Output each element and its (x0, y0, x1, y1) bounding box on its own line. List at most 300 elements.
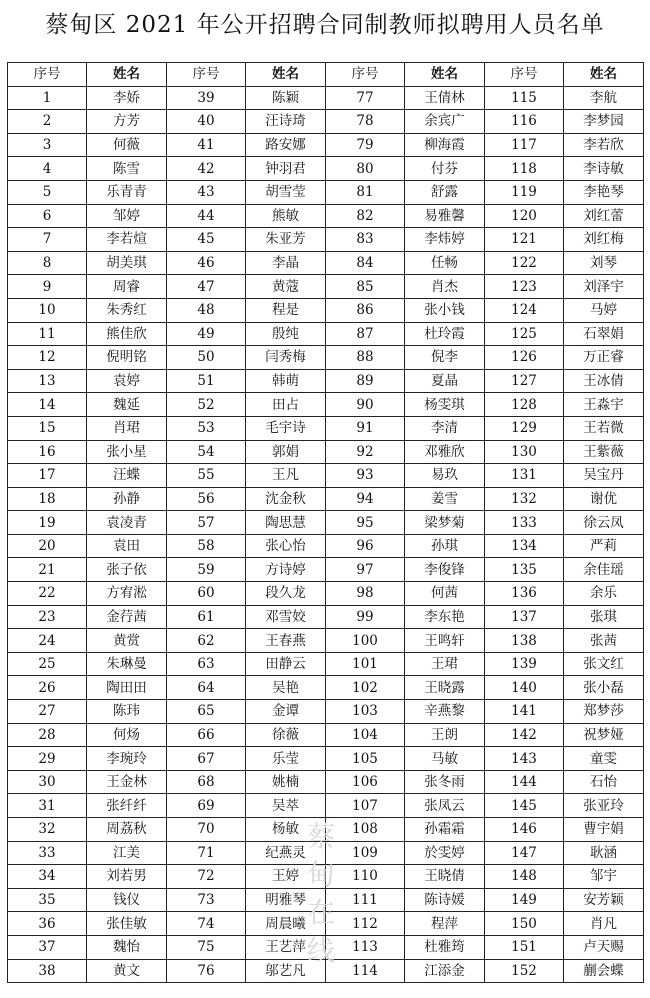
row-number-cell: 28 (8, 723, 87, 747)
row-number-cell: 135 (485, 558, 564, 582)
person-name-cell: 江美 (87, 841, 167, 865)
row-number-cell: 95 (326, 511, 405, 535)
table-row (8, 180, 644, 204)
row-number-cell: 11 (8, 322, 87, 346)
person-name-cell: 张小星 (87, 440, 167, 464)
person-name-cell: 程萍 (405, 912, 485, 936)
row-number-cell: 58 (167, 534, 246, 558)
row-number-cell: 101 (326, 652, 405, 676)
row-number-cell: 144 (485, 770, 564, 794)
row-number-cell: 114 (326, 959, 405, 983)
row-number-cell: 98 (326, 582, 405, 606)
person-name-cell: 卢天赐 (564, 935, 644, 959)
row-number-cell: 106 (326, 770, 405, 794)
row-number-cell: 15 (8, 416, 87, 440)
person-name-cell: 孙静 (87, 487, 167, 511)
table-row (8, 464, 644, 488)
person-name-cell: 方诗婷 (246, 558, 326, 582)
person-name-cell: 郑梦莎 (564, 700, 644, 724)
table-row (8, 912, 644, 936)
row-number-cell: 126 (485, 346, 564, 370)
row-number-cell: 39 (167, 86, 246, 110)
row-number-cell: 84 (326, 251, 405, 275)
person-name-cell: 刘红梅 (564, 228, 644, 252)
person-name-cell: 易玖 (405, 464, 485, 488)
table-row (8, 959, 644, 983)
row-number-cell: 109 (326, 841, 405, 865)
person-name-cell: 石翠娟 (564, 322, 644, 346)
table-row (8, 369, 644, 393)
row-number-cell: 146 (485, 818, 564, 842)
person-name-cell: 钱仪 (87, 888, 167, 912)
row-number-cell: 149 (485, 888, 564, 912)
table-row (8, 794, 644, 818)
person-name-cell: 姚楠 (246, 770, 326, 794)
person-name-cell: 王晓倩 (405, 865, 485, 889)
row-number-cell: 75 (167, 935, 246, 959)
person-name-cell: 李炜婷 (405, 228, 485, 252)
person-name-cell: 夏晶 (405, 369, 485, 393)
row-number-cell: 22 (8, 582, 87, 606)
row-number-cell: 31 (8, 794, 87, 818)
person-name-cell: 舒露 (405, 180, 485, 204)
person-name-cell: 任畅 (405, 251, 485, 275)
person-name-cell: 马敏 (405, 747, 485, 771)
person-name-cell: 刘红蕾 (564, 204, 644, 228)
person-name-cell: 吴萃 (246, 794, 326, 818)
person-name-cell: 周荔秋 (87, 818, 167, 842)
person-name-cell: 王婷 (246, 865, 326, 889)
row-number-cell: 59 (167, 558, 246, 582)
row-number-cell: 51 (167, 369, 246, 393)
row-number-cell: 3 (8, 133, 87, 157)
person-name-cell: 王若微 (564, 416, 644, 440)
person-name-cell: 熊佳欣 (87, 322, 167, 346)
table-row (8, 346, 644, 370)
person-name-cell: 张亚玲 (564, 794, 644, 818)
person-name-cell: 邓雪姣 (246, 605, 326, 629)
table-row (8, 629, 644, 653)
person-name-cell: 杜玲霞 (405, 322, 485, 346)
table-row (8, 157, 644, 181)
person-name-cell: 陈雪 (87, 157, 167, 181)
row-number-cell: 119 (485, 180, 564, 204)
person-name-cell: 孙琪 (405, 534, 485, 558)
person-name-cell: 袁田 (87, 534, 167, 558)
row-number-cell: 46 (167, 251, 246, 275)
person-name-cell: 张文红 (564, 652, 644, 676)
person-name-cell: 王倩林 (405, 86, 485, 110)
roster-table (7, 62, 644, 983)
table-row (8, 110, 644, 134)
row-number-cell: 138 (485, 629, 564, 653)
person-name-cell: 谢优 (564, 487, 644, 511)
table-row (8, 558, 644, 582)
person-name-cell: 李东艳 (405, 605, 485, 629)
row-number-cell: 143 (485, 747, 564, 771)
person-name-cell: 李琬玲 (87, 747, 167, 771)
row-number-cell: 151 (485, 935, 564, 959)
person-name-cell: 毛宇诗 (246, 416, 326, 440)
person-name-cell: 杜雅筠 (405, 935, 485, 959)
row-number-cell: 141 (485, 700, 564, 724)
person-name-cell: 王晓露 (405, 676, 485, 700)
row-number-cell: 100 (326, 629, 405, 653)
person-name-cell: 余宾广 (405, 110, 485, 134)
person-name-cell: 刘琴 (564, 251, 644, 275)
row-number-cell: 66 (167, 723, 246, 747)
watermark: 蔡甸在线 (306, 820, 335, 967)
person-name-cell: 郭娟 (246, 440, 326, 464)
person-name-cell: 张小钱 (405, 298, 485, 322)
person-name-cell: 李娇 (87, 86, 167, 110)
row-number-cell: 79 (326, 133, 405, 157)
row-number-cell: 131 (485, 464, 564, 488)
row-number-cell: 113 (326, 935, 405, 959)
person-name-cell: 肖凡 (564, 912, 644, 936)
person-name-cell: 余乐 (564, 582, 644, 606)
table-row (8, 416, 644, 440)
person-name-cell: 李航 (564, 86, 644, 110)
row-number-cell: 82 (326, 204, 405, 228)
person-name-cell: 於雯婷 (405, 841, 485, 865)
row-number-cell: 34 (8, 865, 87, 889)
table-row (8, 865, 644, 889)
row-number-cell: 10 (8, 298, 87, 322)
row-number-cell: 42 (167, 157, 246, 181)
person-name-cell: 柳海霞 (405, 133, 485, 157)
row-number-cell: 85 (326, 275, 405, 299)
person-name-cell: 李晶 (246, 251, 326, 275)
row-number-cell: 49 (167, 322, 246, 346)
table-row (8, 818, 644, 842)
row-number-cell: 21 (8, 558, 87, 582)
row-number-cell: 13 (8, 369, 87, 393)
person-name-cell: 汪诗琦 (246, 110, 326, 134)
row-number-cell: 36 (8, 912, 87, 936)
person-name-cell: 孙霜霜 (405, 818, 485, 842)
row-number-cell: 77 (326, 86, 405, 110)
row-number-cell: 127 (485, 369, 564, 393)
table-row (8, 511, 644, 535)
person-name-cell: 朱琳曼 (87, 652, 167, 676)
table-row (8, 393, 644, 417)
row-number-cell: 108 (326, 818, 405, 842)
table-row (8, 935, 644, 959)
person-name-cell: 付芬 (405, 157, 485, 181)
person-name-cell: 熊敏 (246, 204, 326, 228)
person-name-cell: 胡美琪 (87, 251, 167, 275)
person-name-cell: 徐云凤 (564, 511, 644, 535)
row-number-cell: 142 (485, 723, 564, 747)
row-number-cell: 16 (8, 440, 87, 464)
person-name-cell: 王紫薇 (564, 440, 644, 464)
row-number-cell: 72 (167, 865, 246, 889)
row-number-cell: 69 (167, 794, 246, 818)
table-row (8, 298, 644, 322)
row-number-cell: 20 (8, 534, 87, 558)
row-number-cell: 124 (485, 298, 564, 322)
person-name-cell: 杨雯琪 (405, 393, 485, 417)
person-name-cell: 耿涵 (564, 841, 644, 865)
person-name-cell: 张佳敏 (87, 912, 167, 936)
person-name-cell: 黄蔻 (246, 275, 326, 299)
person-name-cell: 殷纯 (246, 322, 326, 346)
row-number-cell: 130 (485, 440, 564, 464)
row-number-cell: 18 (8, 487, 87, 511)
header-name: 姓名 (564, 63, 644, 87)
row-number-cell: 86 (326, 298, 405, 322)
row-number-cell: 64 (167, 676, 246, 700)
table-row (8, 770, 644, 794)
person-name-cell: 纪燕灵 (246, 841, 326, 865)
row-number-cell: 5 (8, 180, 87, 204)
person-name-cell: 江添金 (405, 959, 485, 983)
row-number-cell: 70 (167, 818, 246, 842)
row-number-cell: 137 (485, 605, 564, 629)
row-number-cell: 73 (167, 888, 246, 912)
table-row (8, 888, 644, 912)
row-number-cell: 68 (167, 770, 246, 794)
person-name-cell: 乐青青 (87, 180, 167, 204)
person-name-cell: 曹宇娟 (564, 818, 644, 842)
table-row (8, 322, 644, 346)
row-number-cell: 94 (326, 487, 405, 511)
person-name-cell: 邹婷 (87, 204, 167, 228)
person-name-cell: 吴艳 (246, 676, 326, 700)
header-number: 序号 (485, 63, 564, 87)
table-row (8, 133, 644, 157)
row-number-cell: 7 (8, 228, 87, 252)
row-number-cell: 60 (167, 582, 246, 606)
row-number-cell: 81 (326, 180, 405, 204)
person-name-cell: 黄文 (87, 959, 167, 983)
row-number-cell: 54 (167, 440, 246, 464)
person-name-cell: 李诗敏 (564, 157, 644, 181)
row-number-cell: 134 (485, 534, 564, 558)
row-number-cell: 63 (167, 652, 246, 676)
table-row (8, 534, 644, 558)
person-name-cell: 易雅馨 (405, 204, 485, 228)
person-name-cell: 周睿 (87, 275, 167, 299)
row-number-cell: 55 (167, 464, 246, 488)
row-number-cell: 40 (167, 110, 246, 134)
row-number-cell: 125 (485, 322, 564, 346)
row-number-cell: 139 (485, 652, 564, 676)
row-number-cell: 116 (485, 110, 564, 134)
person-name-cell: 王冰倩 (564, 369, 644, 393)
document-title: 蔡甸区 2021 年公开招聘合同制教师拟聘用人员名单 (45, 12, 605, 38)
row-number-cell: 91 (326, 416, 405, 440)
row-number-cell: 38 (8, 959, 87, 983)
header-name: 姓名 (246, 63, 326, 87)
header-name: 姓名 (87, 63, 167, 87)
person-name-cell: 朱秀红 (87, 298, 167, 322)
table-row (8, 700, 644, 724)
row-number-cell: 90 (326, 393, 405, 417)
person-name-cell: 石怡 (564, 770, 644, 794)
row-number-cell: 102 (326, 676, 405, 700)
row-number-cell: 147 (485, 841, 564, 865)
table-row (8, 605, 644, 629)
row-number-cell: 61 (167, 605, 246, 629)
person-name-cell: 田静云 (246, 652, 326, 676)
person-name-cell: 蒯会蝶 (564, 959, 644, 983)
person-name-cell: 李若欣 (564, 133, 644, 157)
person-name-cell: 陈诗媛 (405, 888, 485, 912)
person-name-cell: 张冬雨 (405, 770, 485, 794)
row-number-cell: 93 (326, 464, 405, 488)
person-name-cell: 邹宇 (564, 865, 644, 889)
person-name-cell: 余佳瑶 (564, 558, 644, 582)
row-number-cell: 76 (167, 959, 246, 983)
row-number-cell: 35 (8, 888, 87, 912)
row-number-cell: 128 (485, 393, 564, 417)
person-name-cell: 朱亚芳 (246, 228, 326, 252)
row-number-cell: 105 (326, 747, 405, 771)
person-name-cell: 王凡 (246, 464, 326, 488)
person-name-cell: 邬艺凡 (246, 959, 326, 983)
row-number-cell: 1 (8, 86, 87, 110)
person-name-cell: 李清 (405, 416, 485, 440)
table-row (8, 841, 644, 865)
person-name-cell: 邓雅欣 (405, 440, 485, 464)
person-name-cell: 沈金秋 (246, 487, 326, 511)
row-number-cell: 99 (326, 605, 405, 629)
person-name-cell: 韩萌 (246, 369, 326, 393)
person-name-cell: 袁凌青 (87, 511, 167, 535)
row-number-cell: 62 (167, 629, 246, 653)
person-name-cell: 汪蝶 (87, 464, 167, 488)
person-name-cell: 肖杰 (405, 275, 485, 299)
row-number-cell: 6 (8, 204, 87, 228)
person-name-cell: 马婷 (564, 298, 644, 322)
row-number-cell: 83 (326, 228, 405, 252)
table-row (8, 747, 644, 771)
row-number-cell: 17 (8, 464, 87, 488)
person-name-cell: 王鸣轩 (405, 629, 485, 653)
person-name-cell: 黄赏 (87, 629, 167, 653)
person-name-cell: 何薇 (87, 133, 167, 157)
row-number-cell: 152 (485, 959, 564, 983)
row-number-cell: 148 (485, 865, 564, 889)
row-number-cell: 71 (167, 841, 246, 865)
person-name-cell: 魏怡 (87, 935, 167, 959)
table-row (8, 652, 644, 676)
row-number-cell: 2 (8, 110, 87, 134)
table-row (8, 86, 644, 110)
row-number-cell: 122 (485, 251, 564, 275)
row-number-cell: 117 (485, 133, 564, 157)
row-number-cell: 103 (326, 700, 405, 724)
person-name-cell: 何炀 (87, 723, 167, 747)
person-name-cell: 刘若男 (87, 865, 167, 889)
person-name-cell: 张茜 (564, 629, 644, 653)
person-name-cell: 王春燕 (246, 629, 326, 653)
person-name-cell: 周晨曦 (246, 912, 326, 936)
row-number-cell: 12 (8, 346, 87, 370)
person-name-cell: 陶田田 (87, 676, 167, 700)
header-name: 姓名 (405, 63, 485, 87)
person-name-cell: 王淼宇 (564, 393, 644, 417)
row-number-cell: 47 (167, 275, 246, 299)
header-number: 序号 (8, 63, 87, 87)
person-name-cell: 田占 (246, 393, 326, 417)
row-number-cell: 41 (167, 133, 246, 157)
row-number-cell: 30 (8, 770, 87, 794)
row-number-cell: 136 (485, 582, 564, 606)
row-number-cell: 140 (485, 676, 564, 700)
person-name-cell: 乐莹 (246, 747, 326, 771)
table-row (8, 251, 644, 275)
person-name-cell: 姜雪 (405, 487, 485, 511)
person-name-cell: 严莉 (564, 534, 644, 558)
row-number-cell: 65 (167, 700, 246, 724)
header-number: 序号 (326, 63, 405, 87)
person-name-cell: 闫秀梅 (246, 346, 326, 370)
row-number-cell: 14 (8, 393, 87, 417)
table-row (8, 676, 644, 700)
row-number-cell: 111 (326, 888, 405, 912)
header-number: 序号 (167, 63, 246, 87)
row-number-cell: 33 (8, 841, 87, 865)
row-number-cell: 67 (167, 747, 246, 771)
row-number-cell: 25 (8, 652, 87, 676)
person-name-cell: 辛燕黎 (405, 700, 485, 724)
person-name-cell: 王金林 (87, 770, 167, 794)
person-name-cell: 张小磊 (564, 676, 644, 700)
row-number-cell: 48 (167, 298, 246, 322)
person-name-cell: 何茜 (405, 582, 485, 606)
table-row (8, 582, 644, 606)
person-name-cell: 张纤纤 (87, 794, 167, 818)
person-name-cell: 祝梦娅 (564, 723, 644, 747)
person-name-cell: 倪李 (405, 346, 485, 370)
row-number-cell: 27 (8, 700, 87, 724)
row-number-cell: 133 (485, 511, 564, 535)
person-name-cell: 王艺萍 (246, 935, 326, 959)
row-number-cell: 52 (167, 393, 246, 417)
table-row (8, 275, 644, 299)
row-number-cell: 32 (8, 818, 87, 842)
person-name-cell: 张琪 (564, 605, 644, 629)
row-number-cell: 89 (326, 369, 405, 393)
row-number-cell: 19 (8, 511, 87, 535)
person-name-cell: 袁婷 (87, 369, 167, 393)
person-name-cell: 明雅琴 (246, 888, 326, 912)
person-name-cell: 王朗 (405, 723, 485, 747)
person-name-cell: 李俊锋 (405, 558, 485, 582)
row-number-cell: 150 (485, 912, 564, 936)
row-number-cell: 50 (167, 346, 246, 370)
person-name-cell: 张心怡 (246, 534, 326, 558)
person-name-cell: 梁梦菊 (405, 511, 485, 535)
row-number-cell: 132 (485, 487, 564, 511)
row-number-cell: 8 (8, 251, 87, 275)
roster-body (8, 86, 644, 983)
person-name-cell: 李艳琴 (564, 180, 644, 204)
person-name-cell: 张子依 (87, 558, 167, 582)
person-name-cell: 钟羽君 (246, 157, 326, 181)
person-name-cell: 段久龙 (246, 582, 326, 606)
row-number-cell: 92 (326, 440, 405, 464)
table-row (8, 204, 644, 228)
person-name-cell: 程是 (246, 298, 326, 322)
person-name-cell: 金荇茜 (87, 605, 167, 629)
row-number-cell: 37 (8, 935, 87, 959)
row-number-cell: 97 (326, 558, 405, 582)
row-number-cell: 9 (8, 275, 87, 299)
